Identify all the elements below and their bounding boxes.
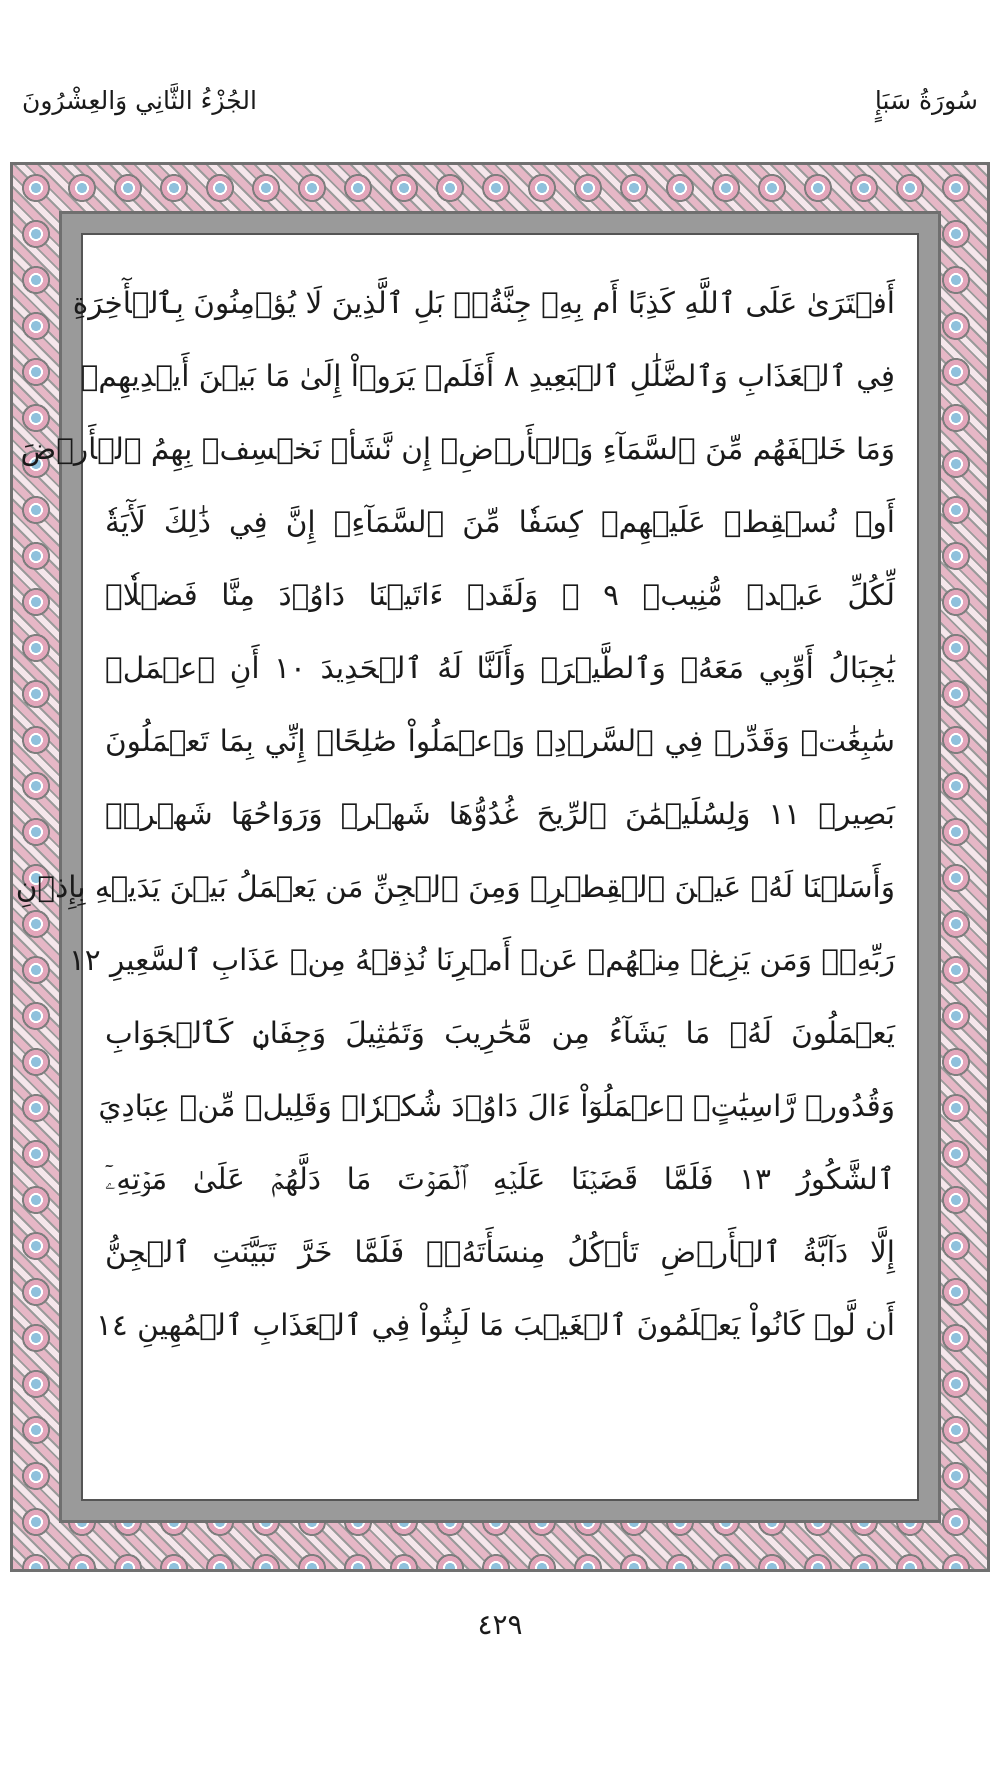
verse-text-panel bbox=[15, 233, 919, 1501]
verse-line: بَصِيرٞ ١١ وَلِسُلَيۡمَٰنَ ٱلرِّيحَ غُدُوُّهَا شَهۡرٞ وَرَوَاحُهَا شَهۡرٞۖ bbox=[105, 797, 895, 831]
page-number: ٤٢٩ bbox=[477, 1608, 523, 1641]
ornamental-border bbox=[10, 162, 990, 1572]
surah-title: سُورَةُ سَبَإٍ bbox=[874, 86, 978, 115]
verse-line: وَقُدُورٖ رَّاسِيَٰتٍۚ ٱعۡمَلُوٓاْ ءَالَ دَاوُۥدَ شُكۡرٗاۚ وَقَلِيلٞ مِّنۡ عِبَادِيَ bbox=[98, 1089, 895, 1123]
juz-title: الجُزْءُ الثَّانِي وَالعِشْرُونَ bbox=[22, 86, 257, 115]
page-header bbox=[22, 86, 978, 136]
verse-line: سَٰبِغَٰتٖ وَقَدِّرۡ فِي ٱلسَّرۡدِۖ وَٱعۡمَلُواْ صَٰلِحًاۖ إِنِّي بِمَا تَعۡمَلُونَ bbox=[105, 724, 895, 758]
verse-line: أَن لَّوۡ كَانُواْ يَعۡلَمُونَ ٱلۡغَيۡبَ مَا لَبِثُواْ فِي ٱلۡعَذَابِ ٱلۡمُهِينِ ١٤ bbox=[96, 1308, 895, 1342]
verse-line: وَأَسَلۡنَا لَهُۥ عَيۡنَ ٱلۡقِطۡرِۖ وَمِنَ ٱلۡجِنِّ مَن يَعۡمَلُ بَيۡنَ يَدَيۡهِ بِإِذۡنِ bbox=[15, 870, 895, 904]
verse-line: يَعۡمَلُونَ لَهُۥ مَا يَشَآءُ مِن مَّحَٰرِيبَ وَتَمَٰثِيلَ وَجِفَانٖ كَٱلۡجَوَابِ bbox=[105, 1016, 895, 1050]
verse-line: فِي ٱلۡعَذَابِ وَٱلضَّلَٰلِ ٱلۡبَعِيدِ ٨ أَفَلَمۡ يَرَوۡاْ إِلَىٰ مَا بَيۡنَ أَيۡدِيهِمۡ bbox=[80, 359, 895, 393]
verse-line: وَمَا خَلۡفَهُم مِّنَ ٱلسَّمَآءِ وَٱلۡأَرۡضِۚ إِن نَّشَأۡ نَخۡسِفۡ بِهِمُ ٱلۡأَرۡضَ bbox=[20, 432, 895, 466]
verse-line: ٱلشَّكُورُ ١٣ فَلَمَّا قَضَيۡنَا عَلَيۡهِ ٱلۡمَوۡتَ مَا دَلَّهُمۡ عَلَىٰ مَوۡتِهِۦٓ bbox=[105, 1162, 895, 1196]
verse-line: رَبِّهِۦۖ وَمَن يَزِغۡ مِنۡهُمۡ عَنۡ أَمۡرِنَا نُذِقۡهُ مِنۡ عَذَابِ ٱلسَّعِيرِ ١٢ bbox=[68, 943, 895, 977]
verse-line: لِّكُلِّ عَبۡدٖ مُّنِيبٖ ٩ ۞ وَلَقَدۡ ءَاتَيۡنَا دَاوُۥدَ مِنَّا فَضۡلٗاۖ bbox=[105, 578, 895, 612]
verse-line: أَفۡتَرَىٰ عَلَى ٱللَّهِ كَذِبًا أَم بِهِۦ جِنَّةُۢۗ بَلِ ٱلَّذِينَ لَا يُؤۡمِنُونَ بِٱلۡأٓخِرَةِ bbox=[72, 286, 895, 320]
verse-line: إِلَّا دَآبَّةُ ٱلۡأَرۡضِ تَأۡكُلُ مِنسَأَتَهُۥۖ فَلَمَّا خَرَّ تَبَيَّنَتِ ٱلۡجِنُّ bbox=[105, 1235, 895, 1269]
verse-line: يَٰجِبَالُ أَوِّبِي مَعَهُۥ وَٱلطَّيۡرَۖ وَأَلَنَّا لَهُ ٱلۡحَدِيدَ ١٠ أَنِ ٱعۡمَلۡ bbox=[105, 651, 895, 685]
verse-line: أَوۡ نُسۡقِطۡ عَلَيۡهِمۡ كِسَفٗا مِّنَ ٱلسَّمَآءِۚ إِنَّ فِي ذَٰلِكَ لَأٓيَةٗ bbox=[105, 505, 895, 539]
